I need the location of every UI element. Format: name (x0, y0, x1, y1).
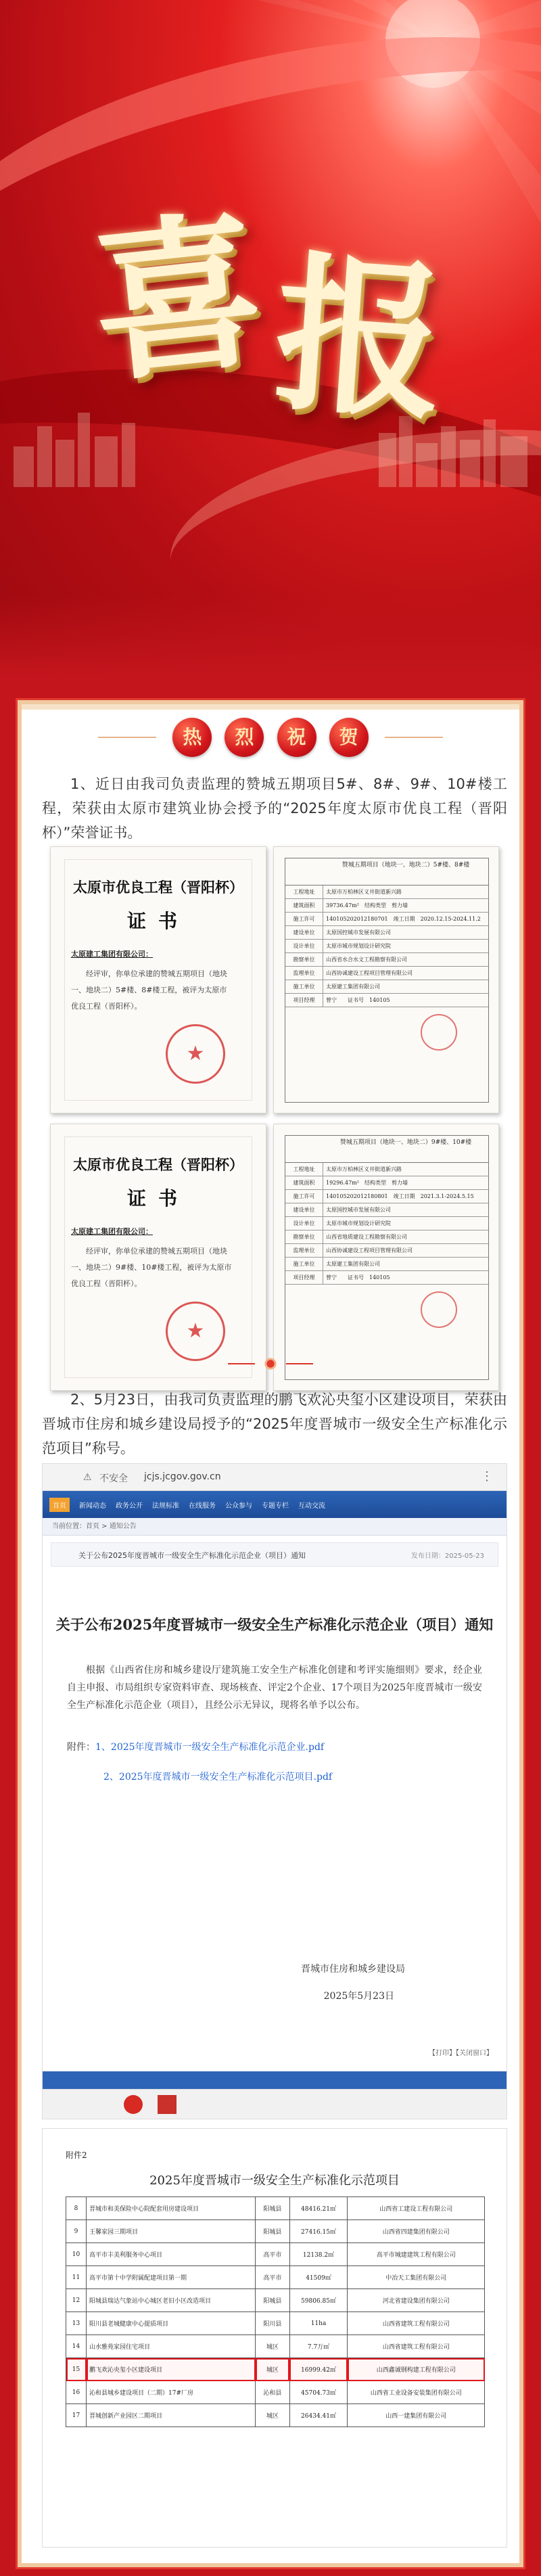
table-row (66, 2220, 485, 2243)
table-cell: 13 (66, 2312, 87, 2335)
table-cell: 27416.15㎡ (289, 2220, 348, 2243)
table-cell: 山西省建筑工程有限公司 (348, 2335, 485, 2358)
site-nav (43, 1491, 507, 1518)
table-cell: 晋城创新产业园区二期项目 (87, 2404, 256, 2427)
table-cell: 高平市丰美利服务中心项目 (87, 2243, 256, 2266)
certificate-word: 证书 (126, 910, 189, 932)
hero-banner (0, 0, 541, 676)
table-cell: 11 (66, 2266, 87, 2289)
form-row: 施工许可 140105202012180801 竣工日期 2021.3.1-2024.5.15 (285, 1190, 488, 1203)
table-cell: 山西省四建集团有限公司 (348, 2220, 485, 2243)
announcement-paragraph-1: 1、近日由我司负责监理的赞城五期项目5#、8#、9#、10#楼工程，荣获由太原市建筑业协会授予的“2025年度太原市优良工程（晋阳杯）”荣誉证书。 (42, 776, 507, 841)
badge-lie: 烈 (225, 718, 264, 757)
form-row: 监理单位 山西协诚建设工程项目管理有限公司 (285, 1244, 488, 1258)
panel-top-bar (22, 704, 519, 710)
announcement-paragraph-2: 2、5月23日，由我司负责监理的鹏飞欢沁央玺小区建设项目，荣获由晋城市住房和城乡建设局授予的“2025年度晋城市一级安全生产标准化示范项目”称号。 (42, 1392, 507, 1456)
table-cell: 高平市第十中学附属配建项目第一期 (87, 2266, 256, 2289)
notice-strip (51, 1542, 498, 1567)
certificate-form-page (273, 1124, 499, 1391)
badge-line-left (98, 737, 156, 738)
stamp-icon (421, 1014, 457, 1051)
congrats-badges (22, 718, 519, 757)
table-cell: 高平市 (256, 2266, 290, 2289)
notice-sign-org: 晋城市住房和城乡建设局 (301, 1964, 405, 1975)
table-cell: 晋城市和美保险中心院配套用房建设项目 (87, 2197, 256, 2220)
table-cell: 阳城县 (256, 2220, 290, 2243)
nav-item: 专题专栏 (262, 1502, 289, 1510)
table-cell: 8 (66, 2197, 87, 2220)
form-row: 设计单位 太原市城市规划设计研究院 (285, 940, 488, 953)
table-cell: 中冶天工集团有限公司 (348, 2266, 485, 2289)
notice-body: 根据《山西省住房和城乡建设厅建筑施工安全生产标准化创建和考评实施细则》要求，经企业自主申报、市局组织专家资料审查、现场核查、评定2个企业、17个项目为2025年度晋城市一级安全生产标准化示范企业（项目），且经公示无异议，现将名单予以公布。 (67, 1665, 482, 1711)
section-divider (22, 1355, 519, 1373)
stamp-icon (421, 1291, 457, 1328)
table-cell: 王馨家园三期项目 (87, 2220, 256, 2243)
table-cell: 山西鑫诚钢构建工程有限公司 (348, 2358, 485, 2381)
table-cell: 高平市 (256, 2243, 290, 2266)
table-cell: 阳城县 (256, 2289, 290, 2312)
certificate-page (50, 1124, 266, 1391)
form-row: 建设单位 太原国控城市发展有限公司 (285, 926, 488, 940)
diamond-icon (262, 1355, 279, 1373)
nav-item: 首页 (49, 1498, 70, 1512)
badge-line-right (385, 737, 443, 738)
nav-item: 在线服务 (189, 1502, 216, 1510)
certificate-form (285, 1135, 489, 1380)
more-menu-icon: ⋮ (481, 1469, 493, 1484)
attach-label: 附件： (67, 1742, 95, 1753)
table-cell: 城区 (256, 2404, 290, 2427)
form-row: 施工单位 太原建工集团有限公司 (285, 980, 488, 994)
url-text: jcjs.jcgov.gov.cn (144, 1471, 221, 1482)
table-cell: 鹏飞欢沁央玺小区建设项目 (87, 2358, 256, 2381)
form-row: 项目经理 曾宁 证书号 140105 (285, 1271, 488, 1285)
form-row: 勘察单位 山西省水合水文工程勘察有限公司 (285, 953, 488, 967)
table-cell: 山西一建集团有限公司 (348, 2404, 485, 2427)
table-cell: 7.7万㎡ (289, 2335, 348, 2358)
notice-strip-title: 关于公布2025年度晋城市一级安全生产标准化示范企业（项目）通知 (78, 1551, 306, 1560)
table-row (66, 2289, 485, 2312)
table-cell: 山西省工建设工程有限公司 (348, 2197, 485, 2220)
certificate-photo-2 (50, 1124, 499, 1394)
attachments (67, 1739, 482, 1786)
table-cell: 阳城县 (256, 2197, 290, 2220)
notice-strip-date: 发布日期：2025-05-23 (410, 1552, 484, 1560)
nav-item: 法规标准 (152, 1502, 179, 1510)
form-row: 项目经理 曾宁 证书号 140105 (285, 994, 488, 1007)
webpage-footer (43, 2038, 507, 2119)
table-cell: 阳川县老城健康中心提质项目 (87, 2312, 256, 2335)
seal-icon: ★ (166, 1024, 225, 1084)
nav-item: 互动交流 (298, 1502, 325, 1510)
table-cell: 12 (66, 2289, 87, 2312)
form-head: 赞城五期项目（地块一、地块二）5#楼、8#楼 (285, 858, 488, 886)
certificate-photo-1 (50, 846, 499, 1117)
table-cell: 阳川县 (256, 2312, 290, 2335)
form-row: 工程地址 太原市万柏林区义井街道新兴路 (285, 1163, 488, 1176)
nav-item: 新闻动态 (79, 1502, 106, 1510)
badge-he: 贺 (329, 718, 369, 757)
certificate-company: 太原建工集团有限公司： (71, 950, 153, 959)
party-logo-icon (124, 2095, 143, 2114)
table-row (66, 2335, 485, 2358)
warning-icon: ⚠ (83, 1472, 92, 1483)
table-cell: 10 (66, 2243, 87, 2266)
attachment-link-1: 1、2025年度晋城市一级安全生产标准化示范企业.pdf (95, 1742, 325, 1753)
certificate-word: 证书 (126, 1187, 189, 1210)
headline-char-2: 报 (268, 233, 452, 444)
badge-zhu: 祝 (277, 718, 316, 757)
notice-title: 关于公布2025年度晋城市一级安全生产标准化示范企业（项目）通知 (55, 1616, 494, 1633)
table-cell: 11ha (289, 2312, 348, 2335)
form-row: 设计单位 太原市城市规划设计研究院 (285, 1217, 488, 1230)
annex-title: 2025年度晋城市一级安全生产标准化示范项目 (149, 2174, 400, 2188)
table-cell: 15 (66, 2358, 87, 2381)
certificate-title: 太原市优良工程（晋阳杯） (73, 1156, 243, 1173)
breadcrumb: 当前位置：首页 > 通知公告 (43, 1518, 507, 1536)
table-row (66, 2197, 485, 2220)
table-cell: 河北省建设集团有限公司 (348, 2289, 485, 2312)
certificate-title: 太原市优良工程（晋阳杯） (73, 879, 243, 896)
notice-sign-date: 2025年5月23日 (323, 1991, 394, 2002)
table-cell: 高平市城建建筑工程有限公司 (348, 2243, 485, 2266)
table-row (66, 2266, 485, 2289)
attachment-link-2: 2、2025年度晋城市一级安全生产标准化示范项目.pdf (103, 1772, 333, 1782)
table-cell: 城区 (256, 2335, 290, 2358)
form-row: 勘察单位 山西省地质建设工程勘察有限公司 (285, 1230, 488, 1244)
table-cell: 沁和县城乡建设项目（二期）17#厂房 (87, 2381, 256, 2404)
nav-item: 公众参与 (225, 1502, 252, 1510)
table-cell: 12138.2㎡ (289, 2243, 348, 2266)
form-row: 建筑面积 39736.47m² 结构类型 剪力墙 (285, 899, 488, 913)
table-row (66, 2312, 485, 2335)
annex-label: 附件2 (66, 2150, 87, 2160)
hero-fade (0, 595, 541, 676)
table-cell: 45704.73㎡ (289, 2381, 348, 2404)
form-row: 建设单位 太原国控城市发展有限公司 (285, 1203, 488, 1217)
form-row: 施工单位 太原建工集团有限公司 (285, 1258, 488, 1271)
table-row (66, 2243, 485, 2266)
headline (0, 169, 541, 453)
table-cell: 17 (66, 2404, 87, 2427)
badge-re: 热 (172, 718, 212, 757)
headline-char-1: 喜 (83, 189, 273, 406)
certificate-form-page (273, 846, 499, 1113)
nav-item: 政务公开 (116, 1502, 143, 1510)
notice-webpage-screenshot (42, 1463, 507, 2119)
form-row: 施工许可 140105202012180701 竣工日期 2020.12.15-2024.11.2 (285, 913, 488, 926)
table-cell: 城区 (256, 2358, 290, 2381)
table-cell: 41509㎡ (289, 2266, 348, 2289)
table-cell: 48416.21㎡ (289, 2197, 348, 2220)
table-row (66, 2404, 485, 2427)
certificate-text: 经评审，你单位承建的赞城五期项目（地块一、地块二）5#楼、8#楼工程，被评为太原市优良工程（晋阳杯）。 (71, 969, 227, 1011)
certificate-form (285, 858, 489, 1103)
table-cell: 59806.85㎡ (289, 2289, 348, 2312)
table-cell: 山西省工业设备安装集团有限公司 (348, 2381, 485, 2404)
table-cell: 山西省建筑工程有限公司 (348, 2312, 485, 2335)
form-row: 建筑面积 19296.47m² 结构类型 剪力墙 (285, 1176, 488, 1190)
page-tools: 【打印】【关闭窗口】 (429, 2050, 493, 2057)
certificate-company: 太原建工集团有限公司： (71, 1227, 153, 1236)
table-row (66, 2358, 485, 2381)
annex-table-screenshot (42, 2128, 507, 2548)
gov-logo-icon (158, 2095, 177, 2114)
seal-icon: ★ (166, 1302, 225, 1361)
table-cell: 26434.41㎡ (289, 2404, 348, 2427)
form-row: 工程地址 太原市万柏林区义井街道新兴路 (285, 886, 488, 899)
table-cell: 9 (66, 2220, 87, 2243)
certificate-text: 经评审，你单位承建的赞城五期项目（地块一、地块二）9#楼、10#楼工程，被评为太原市优良工程（晋阳杯）。 (71, 1247, 232, 1288)
table-row (66, 2381, 485, 2404)
table-cell: 16999.42㎡ (289, 2358, 348, 2381)
form-row: 监理单位 山西协诚建设工程项目管理有限公司 (285, 967, 488, 980)
table-cell: 14 (66, 2335, 87, 2358)
certificate-page (50, 846, 266, 1113)
form-head: 赞城五期项目（地块一、地块二）9#楼、10#楼 (285, 1136, 488, 1163)
table-cell: 沁和县 (256, 2381, 290, 2404)
table-cell: 阳城县瑞达气象站中心城区老旧小区改造项目 (87, 2289, 256, 2312)
browser-address-bar (43, 1464, 507, 1491)
insecure-label: 不安全 (99, 1473, 128, 1484)
table-cell: 16 (66, 2381, 87, 2404)
annex-table (66, 2196, 485, 2427)
content-panel (18, 700, 523, 2567)
table-cell: 山水雅苑家园住宅项目 (87, 2335, 256, 2358)
